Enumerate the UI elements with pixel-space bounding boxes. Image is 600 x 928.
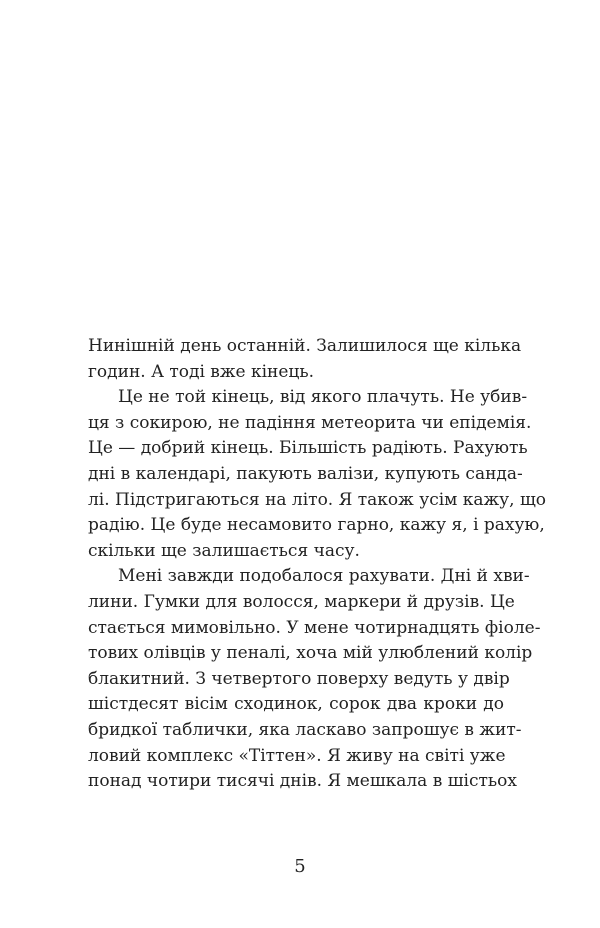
text-line: годин. А тоді вже кінець. bbox=[88, 361, 315, 382]
text-line: Нинішній день останній. Залишилося ще кілька bbox=[88, 336, 522, 356]
text-line: Це — добрий кінець. Більшість радіють. Рахують bbox=[88, 438, 528, 459]
text-line: Це не той кінець, від якого плачуть. Не убив- bbox=[118, 387, 528, 408]
text-line: бридкої таблички, яка ласкаво запрошує в жит- bbox=[88, 719, 522, 740]
paragraph-2 bbox=[88, 385, 547, 564]
text-line: ловий комплекс «Тіттен». Я живу на світі уже bbox=[88, 745, 506, 766]
text-line: шістдесят вісім сходинок, сорок два кроки до bbox=[88, 694, 504, 715]
text-line: понад чотири тисячі днів. Я мешкала в шістьох bbox=[88, 771, 517, 792]
text-line: лини. Гумки для волосся, маркери й друзів. Це bbox=[88, 591, 515, 612]
text-line: скільки ще залишається часу. bbox=[88, 540, 360, 561]
body-text bbox=[88, 334, 547, 795]
text-line: Мені завжди подобалося рахувати. Дні й хви- bbox=[118, 566, 530, 587]
page-number: 5 bbox=[294, 856, 306, 877]
paragraph-3 bbox=[88, 564, 541, 794]
text-line: ця з сокирою, не падіння метеорита чи епідемія. bbox=[88, 412, 532, 433]
paragraph-1 bbox=[88, 334, 522, 385]
text-line: дні в календарі, пакують валізи, купують санда- bbox=[88, 463, 523, 484]
text-line: радію. Це буде несамовито гарно, кажу я, і рахую, bbox=[88, 515, 545, 536]
text-line: лі. Підстригаються на літо. Я також усім кажу, що bbox=[88, 489, 547, 510]
text-line: тових олівців у пеналі, хоча мій улюблений колір bbox=[88, 643, 533, 664]
text-line: стається мимовільно. У мене чотирнадцять фіоле- bbox=[88, 617, 541, 638]
text-line: блакитний. З четвертого поверху ведуть у двір bbox=[88, 668, 510, 689]
